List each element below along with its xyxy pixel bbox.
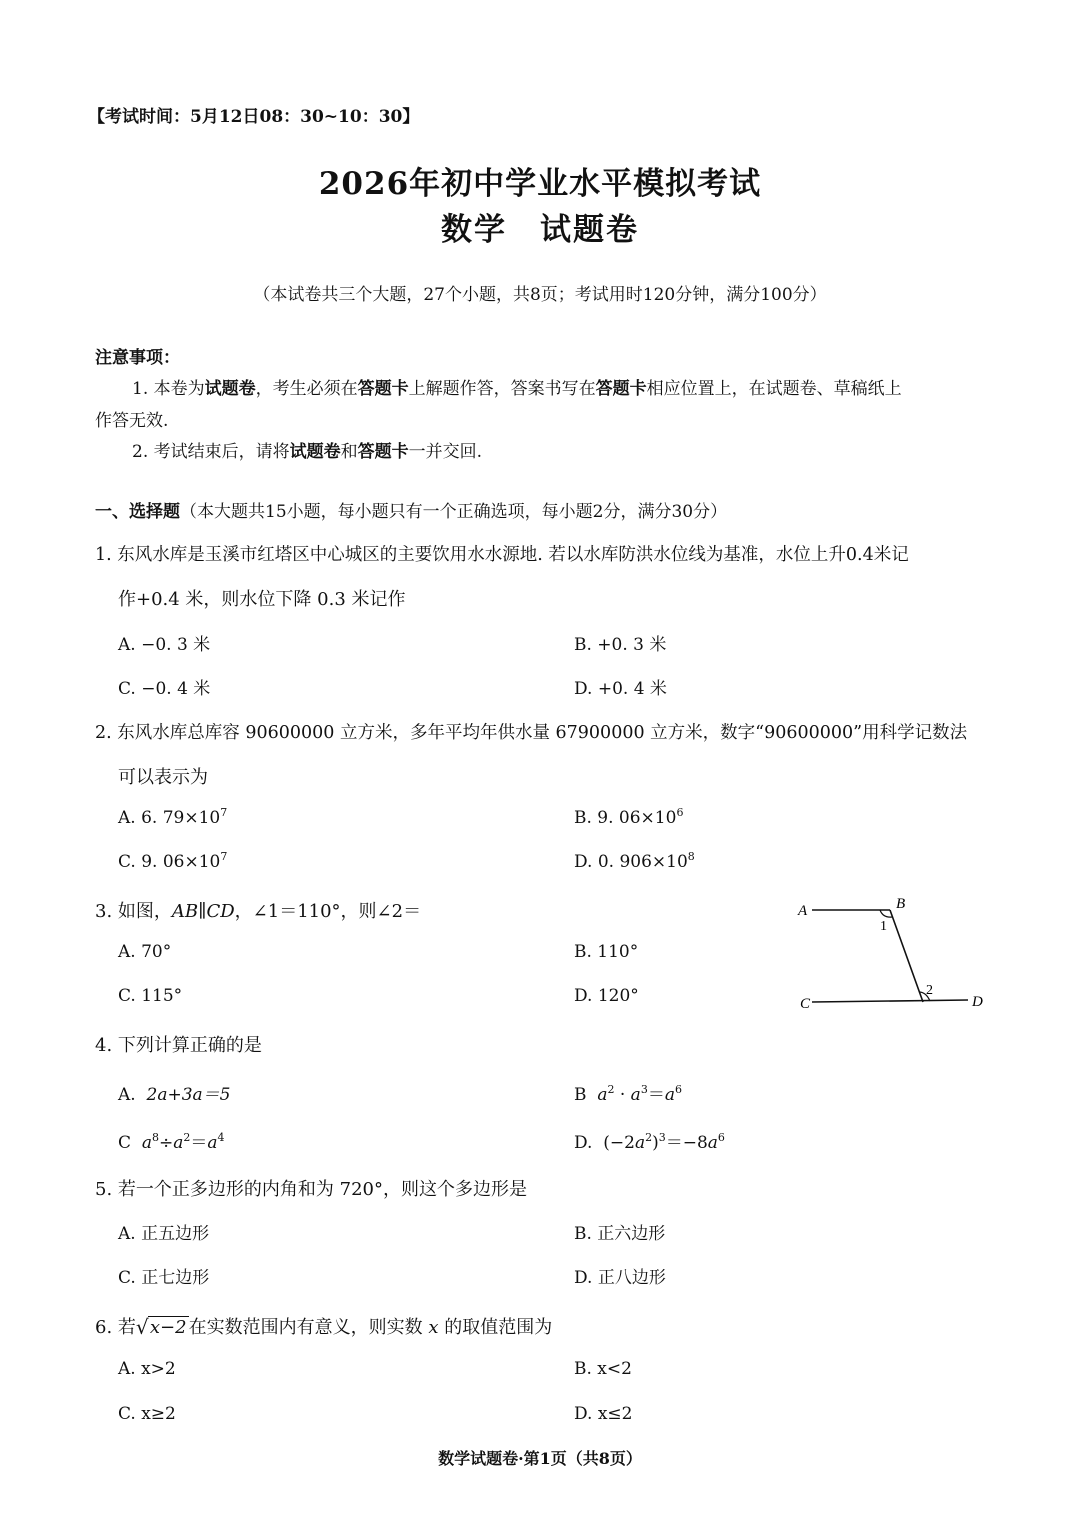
question-5-stem: 5. 若一个正多边形的内角和为 720°，则这个多边形是 (95, 1179, 527, 1200)
label-angle-1: 1 (880, 919, 887, 934)
option-math: 2a+3a＝5 (146, 1085, 231, 1105)
q5-option-d: D. 正八边形 (574, 1268, 666, 1288)
note-item-2 (132, 437, 482, 462)
option-text: C. 9. 06×10 (118, 852, 221, 872)
q3-option-c: C. 115° (118, 986, 183, 1006)
option-text: D. 0. 906×10 (574, 852, 688, 872)
square-root: √ x−2 (135, 1315, 187, 1339)
question-2-line-1: 2. 东风水库总库容 90600000 立方米，多年平均年供水量 67900000 立方米，数字“90600000”用科学记数法 (95, 723, 968, 743)
q6-option-c: C. x≥2 (118, 1404, 176, 1424)
note-bold: 答题卡 (357, 442, 409, 462)
q1-option-c: C. −0. 4 米 (118, 679, 211, 699)
transversal (890, 910, 923, 1002)
option-label: B (574, 1085, 587, 1105)
section-heading (95, 497, 727, 522)
q6-option-a: A. x>2 (118, 1359, 176, 1379)
q1-option-d: D. +0. 4 米 (574, 679, 667, 699)
q4-option-c: C $a^8\div a^2=a^4$ (118, 1131, 225, 1153)
note-text: 和 (340, 442, 358, 462)
stem-math: AB∥CD (171, 901, 235, 922)
label-d: D (972, 994, 983, 1010)
question-1-line-2: 作+0.4 米，则水位下降 0.3 米记作 (118, 589, 406, 610)
question-3-stem (95, 897, 421, 923)
option-label: C (118, 1133, 132, 1153)
exponent: 7 (220, 850, 228, 863)
note-text: 1. 本卷为 (132, 379, 205, 399)
question-4-stem: 4. 下列计算正确的是 (95, 1035, 262, 1056)
section-label: 一、选择题 (95, 502, 180, 522)
question-2-line-2: 可以表示为 (118, 767, 208, 788)
note-text: ，考生必须在 (255, 379, 358, 399)
note-text: 2. 考试结束后，请将 (132, 442, 290, 462)
exam-subtitle: 数学 试题卷 (441, 212, 639, 248)
q5-option-a: A. 正五边形 (118, 1224, 210, 1244)
q2-option-c (118, 852, 227, 872)
note-text: 一并交回. (408, 442, 483, 462)
exam-title: 2026年初中学业水平模拟考试 (318, 166, 762, 202)
radicand: x−2 (149, 1317, 187, 1338)
q1-option-a: A. −0. 3 米 (118, 635, 211, 655)
label-c: C (800, 996, 811, 1012)
exponent: 8 (687, 850, 695, 863)
label-b: B (896, 896, 906, 912)
page-footer: 数学试题卷·第1页（共8页） (438, 1449, 642, 1468)
label-angle-2: 2 (926, 983, 933, 998)
q5-option-c: C. 正七边形 (118, 1268, 210, 1288)
q5-option-b: B. 正六边形 (574, 1224, 666, 1244)
option-text: B. 9. 06×10 (574, 808, 677, 828)
note-item-1-cont: 作答无效. (95, 411, 169, 431)
q6-option-b: B. x<2 (574, 1359, 632, 1379)
exponent: 7 (220, 806, 228, 819)
notes-heading: 注意事项： (95, 348, 180, 368)
q3-option-a: A. 70° (118, 942, 172, 962)
stem-text: ，∠1＝110°，则∠2＝ (234, 901, 422, 922)
note-item-1 (132, 374, 902, 399)
q1-option-b: B. +0. 3 米 (574, 635, 667, 655)
note-bold: 试题卷 (289, 442, 341, 462)
variable: x (428, 1317, 439, 1338)
q3-option-b: B. 110° (574, 942, 639, 962)
exponent: 6 (676, 806, 684, 819)
option-label: A. (118, 1085, 136, 1105)
note-bold: 试题卷 (204, 379, 256, 399)
q3-option-d: D. 120° (574, 986, 639, 1006)
option-label: D. (574, 1133, 593, 1153)
note-text: 上解题作答，答案书写在 (408, 379, 596, 399)
q4-option-d: D. $(-2a^2)^3=-8a^6$ (574, 1131, 725, 1153)
note-text: 相应位置上，在试题卷、草稿纸上 (646, 379, 902, 399)
q4-option-b: B $a^2 \cdot a^3=a^6$ (574, 1083, 682, 1105)
label-a: A (798, 903, 808, 919)
stem-text: 的取值范围为 (444, 1317, 553, 1338)
question-6-stem (95, 1313, 552, 1339)
stem-text: 在实数范围内有意义，则实数 (188, 1317, 423, 1338)
section-desc: （本大题共15小题，每小题只有一个正确选项，每小题2分，满分30分） (180, 502, 728, 522)
stem-text: 3. 如图， (95, 901, 172, 922)
note-bold: 答题卡 (357, 379, 409, 399)
exam-time: 【考试时间：5月12日08：30~10：30】 (88, 107, 420, 127)
stem-text: 6. 若 (95, 1317, 136, 1338)
q2-option-b (574, 808, 683, 828)
q2-option-d (574, 852, 695, 872)
q2-option-a (118, 808, 227, 828)
line-cd (812, 1000, 968, 1002)
note-bold: 答题卡 (595, 379, 647, 399)
exam-info: （本试卷共三个大题，27个小题，共8页；考试用时120分钟，满分100分） (253, 285, 827, 305)
q6-option-d: D. x≤2 (574, 1404, 633, 1424)
option-text: A. 6. 79×10 (118, 808, 221, 828)
question-1-line-1: 1. 东风水库是玉溪市红塔区中心城区的主要饮用水水源地. 若以水库防洪水位线为基准，水位上升0.4米记 (95, 545, 909, 565)
q4-option-a (118, 1080, 230, 1105)
parallel-lines-figure (790, 890, 1000, 1015)
